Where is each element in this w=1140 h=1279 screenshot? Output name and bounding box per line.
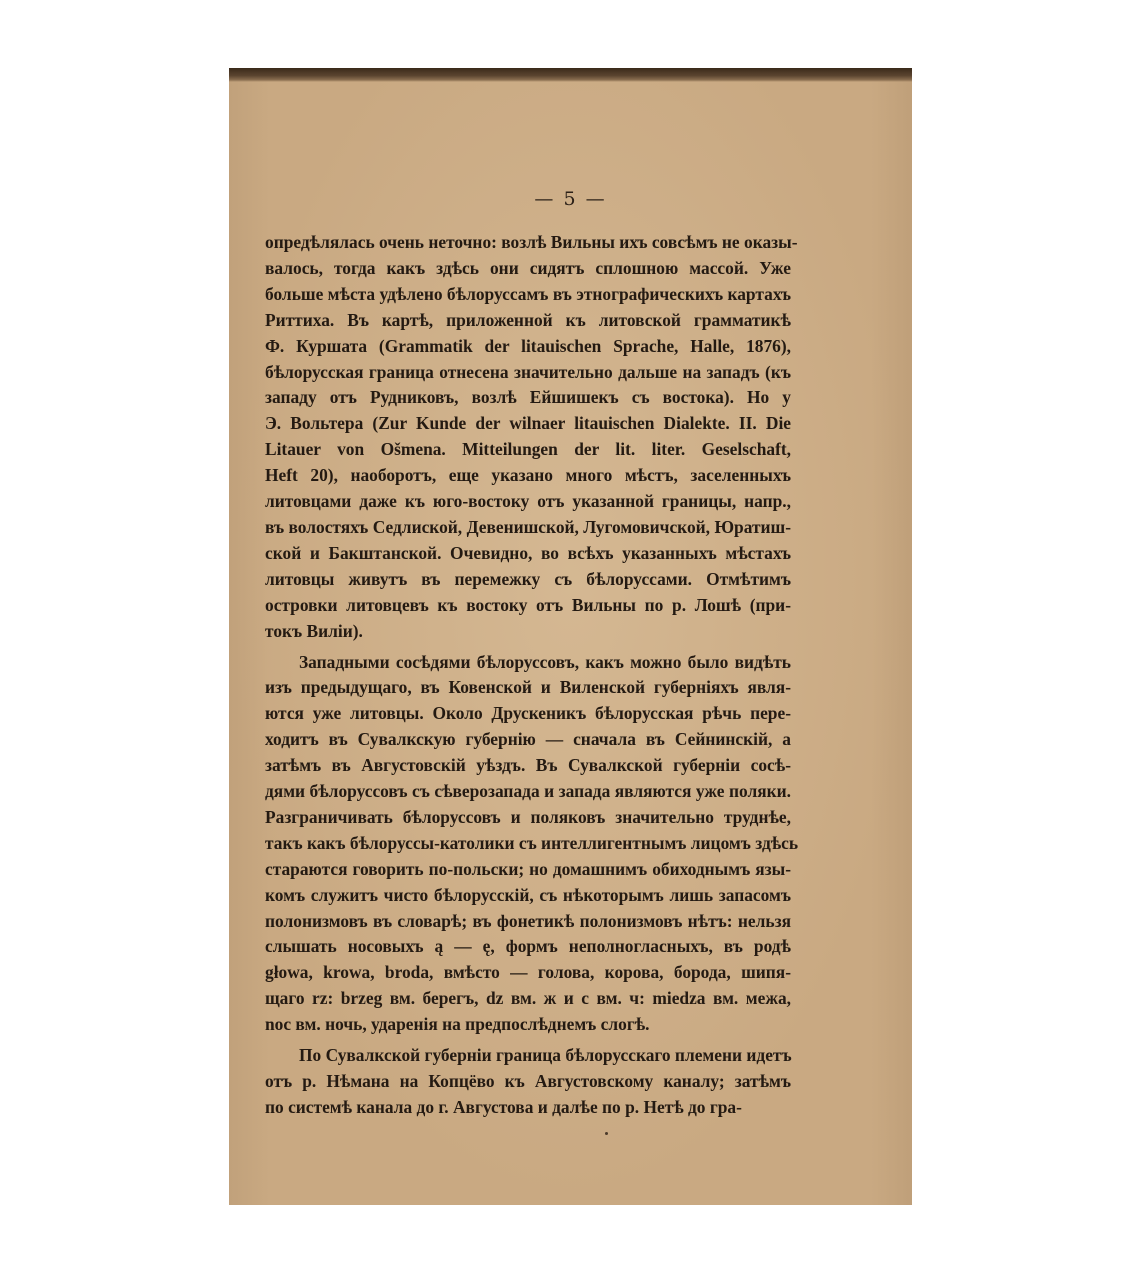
text-line: токъ Виліи). <box>265 620 363 641</box>
text-line: въ волостяхъ Седлиской, Девенишской, Лугомовичской, Юратиш- <box>265 516 791 537</box>
paragraph <box>265 1043 791 1121</box>
print-speck <box>605 1132 608 1135</box>
text-line: литовцы живутъ въ перемежку съ бѣлоруссами. Отмѣтимъ <box>265 568 791 589</box>
paragraph <box>265 650 799 1039</box>
text-line: полонизмовъ въ словарѣ; въ фонетикѣ полонизмовъ нѣтъ: нельзя <box>265 910 791 931</box>
scanned-page <box>229 68 912 1205</box>
text-line: głowa, krowa, broda, вмѣсто — голова, корова, борода, шипя- <box>265 962 791 983</box>
text-line: отъ р. Нѣмана на Копцёво къ Августовскому каналу; затѣмъ <box>265 1071 791 1091</box>
text-line: бѣлорусская граница отнесена значительно дальше на западъ (къ <box>265 361 791 382</box>
text-line: noc вм. ночь, ударенія на предпослѣднемъ слогѣ. <box>265 1014 650 1035</box>
text-line: По Сувалкской губерніи граница бѣлорусскаго племени идетъ <box>299 1045 792 1066</box>
text-line: ются уже литовцы. Около Друскеникъ бѣлорусская рѣчь пере- <box>265 703 791 724</box>
text-line: стараются говорить по-польски; но домашнимъ обиходнымъ язы- <box>265 858 791 879</box>
text-line: Heft 20), наоборотъ, еще указано много мѣстъ, заселенныхъ <box>265 465 791 486</box>
text-line: опредѣлялась очень неточно: возлѣ Вильны ихъ совсѣмъ не оказы- <box>265 232 798 252</box>
text-line: западу отъ Рудниковъ, возлѣ Ейшишекъ съ востока). Но у <box>265 387 791 408</box>
text-line: больше мѣста удѣлено бѣлоруссамъ въ этнографическихъ картахъ <box>265 283 791 304</box>
text-line: Litauer von Ošmena. Mitteilungen der lit. liter. Geselschaft, <box>265 439 791 460</box>
text-line: такъ какъ бѣлоруссы-католики съ интеллигентнымъ лицомъ здѣсь <box>265 832 799 853</box>
text-line: Риттиха. Въ картѣ, приложенной къ литовской грамматикѣ <box>265 309 791 330</box>
text-line: ской и Бакштанской. Очевидно, во всѣхъ указанныхъ мѣстахъ <box>265 542 791 563</box>
paragraph <box>265 230 798 645</box>
text-line: дями бѣлоруссовъ съ сѣверозапада и запада являются уже поляки. <box>265 781 791 802</box>
text-line: щаго rz: brzeg вм. берегъ, dz вм. ж и c вм. ч: miedza вм. межа, <box>265 988 791 1009</box>
text-line: по системѣ канала до г. Августова и далѣе по р. Нетѣ до гра- <box>265 1096 742 1117</box>
page-top-edge-shadow <box>229 68 912 82</box>
text-line: Западными сосѣдями бѣлоруссовъ, какъ можно было видѣть <box>299 651 791 672</box>
text-line: валось, тогда какъ здѣсь они сидятъ сплошною массой. Уже <box>265 257 791 278</box>
page-number: — 5 — <box>534 188 607 210</box>
text-line: литовцами даже къ юго-востоку отъ указанной границы, напр., <box>265 491 791 512</box>
text-line: слышать носовыхъ ą — ę, формъ неполногласныхъ, въ родѣ <box>265 936 791 957</box>
text-line: комъ служитъ чисто бѣлорусскій, съ нѣкоторымъ лишь запасомъ <box>265 884 791 905</box>
text-line: Э. Вольтера (Zur Kunde der wilnaer litauischen Dialekte. II. Die <box>265 413 791 434</box>
text-line: затѣмъ въ Августовскій уѣздъ. Въ Сувалкской губерніи сосѣ- <box>265 755 791 776</box>
text-line: Разграничивать бѣлоруссовъ и поляковъ значительно труднѣе, <box>265 806 791 827</box>
text-line: изъ предыдущаго, въ Ковенской и Виленской губерніяхъ явля- <box>265 677 791 698</box>
body-text <box>265 230 799 1126</box>
text-line: ходитъ въ Сувалкскую губернію — сначала въ Сейнинскій, а <box>265 729 791 750</box>
text-line: Ф. Куршата (Grammatik der litauischen Sprache, Halle, 1876), <box>265 335 791 356</box>
text-line: островки литовцевъ къ востоку отъ Вильны по р. Лошѣ (при- <box>265 594 791 615</box>
